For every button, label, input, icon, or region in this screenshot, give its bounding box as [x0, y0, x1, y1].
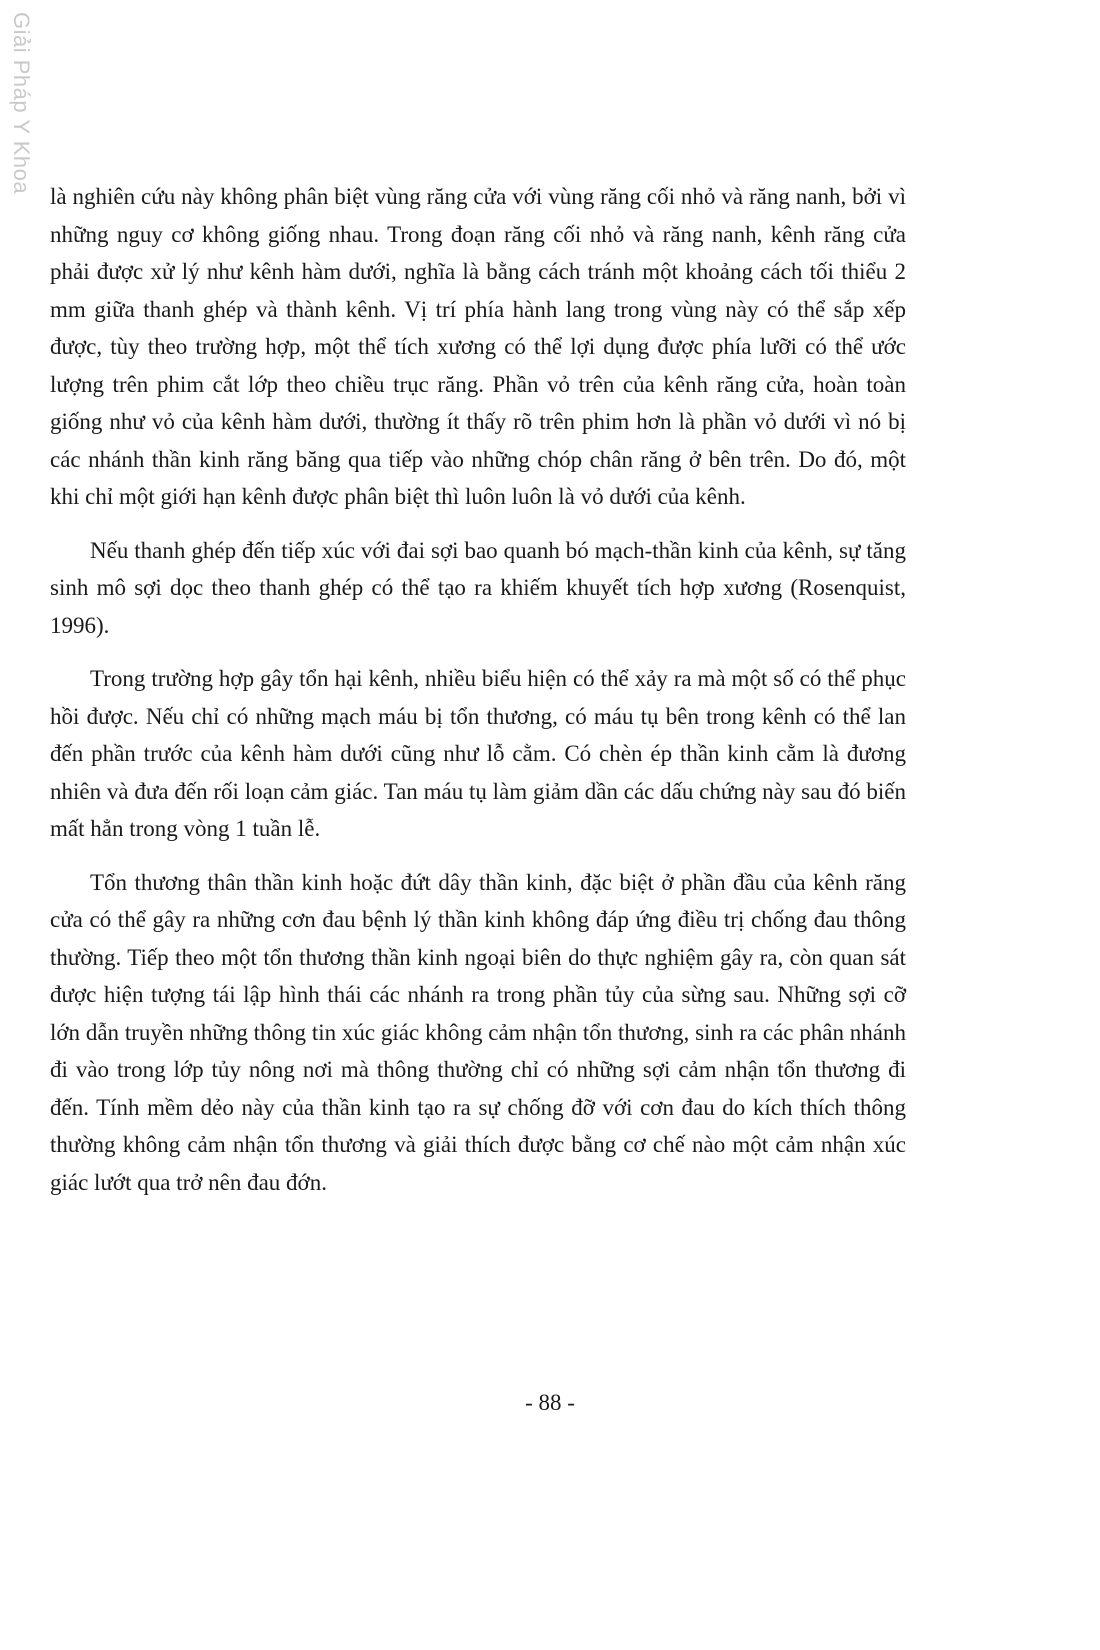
watermark: Giải Pháp Y Khoa	[9, 12, 34, 195]
paragraph-nerve-injury: Tổn thương thân thần kinh hoặc đứt dây thần kinh, đặc biệt ở phần đầu của kênh răng cửa có thể gây ra những cơn đau bệnh lý thần kinh không đáp ứng điều trị chống đau thông thường. Tiếp theo một tổn thương thần kinh ngoại biên do thực nghiệm gây ra, còn quan sát được hiện tượng tái lập hình thái các nhánh ra trong phần tủy của sừng sau. Những sợi cỡ lớn dẫn truyền những thông tin xúc giác không cảm nhận tổn thương, sinh ra các phân nhánh đi vào trong lớp tủy nông nơi mà thông thường chỉ có những sợi cảm nhận tổn thương đi đến. Tính mềm dẻo này của thần kinh tạo ra sự chống đỡ với cơn đau do kích thích thông thường không cảm nhận tổn thương và giải thích được bằng cơ chế nào một cảm nhận xúc giác lướt qua trở nên đau đớn.	[50, 869, 906, 1195]
paragraph-graft-contact: Nếu thanh ghép đến tiếp xúc với đai sợi bao quanh bó mạch-thần kinh của kênh, sự tăng sinh mô sợi dọc theo thanh ghép có thể tạo ra khiếm khuyết tích hợp xương (Rosenquist, 1996).	[50, 537, 906, 638]
paragraph-canal-damage: Trong trường hợp gây tổn hại kênh, nhiều biểu hiện có thể xảy ra mà một số có thể phục hồi được. Nếu chỉ có những mạch máu bị tổn thương, có máu tụ bên trong kênh có thể lan đến phần trước của kênh hàm dưới cũng như lỗ cằm. Có chèn ép thần kinh cằm là đương nhiên và đưa đến rối loạn cảm giác. Tan máu tụ làm giảm dần các dấu chứng này sau đó biến mất hẳn trong vòng 1 tuần lễ.	[50, 666, 906, 841]
paragraph-continuation: là nghiên cứu này không phân biệt vùng răng cửa với vùng răng cối nhỏ và răng nanh, bởi vì những nguy cơ không giống nhau. Trong đoạn răng cối nhỏ và răng nanh, kênh răng cửa phải được xử lý như kênh hàm dưới, nghĩa là bằng cách tránh một khoảng cách tối thiểu 2 mm giữa thanh ghép và thành kênh. Vị trí phía hành lang trong vùng này có thể sắp xếp được, tùy theo trường hợp, một thể tích xương có thể lợi dụng được phía lưỡi có thể ước lượng trên phim cắt lớp theo chiều trục răng. Phần vỏ trên của kênh răng cửa, hoàn toàn giống như vỏ của kênh hàm dưới, thường ít thấy rõ trên phim hơn là phần vỏ dưới vì nó bị các nhánh thần kinh răng băng qua tiếp vào những chóp chân răng ở bên trên. Do đó, một khi chỉ một giới hạn kênh được phân biệt thì luôn luôn là vỏ dưới của kênh.	[50, 184, 906, 509]
page-body	[50, 178, 906, 1217]
page-number: - 88 -	[525, 1390, 575, 1415]
